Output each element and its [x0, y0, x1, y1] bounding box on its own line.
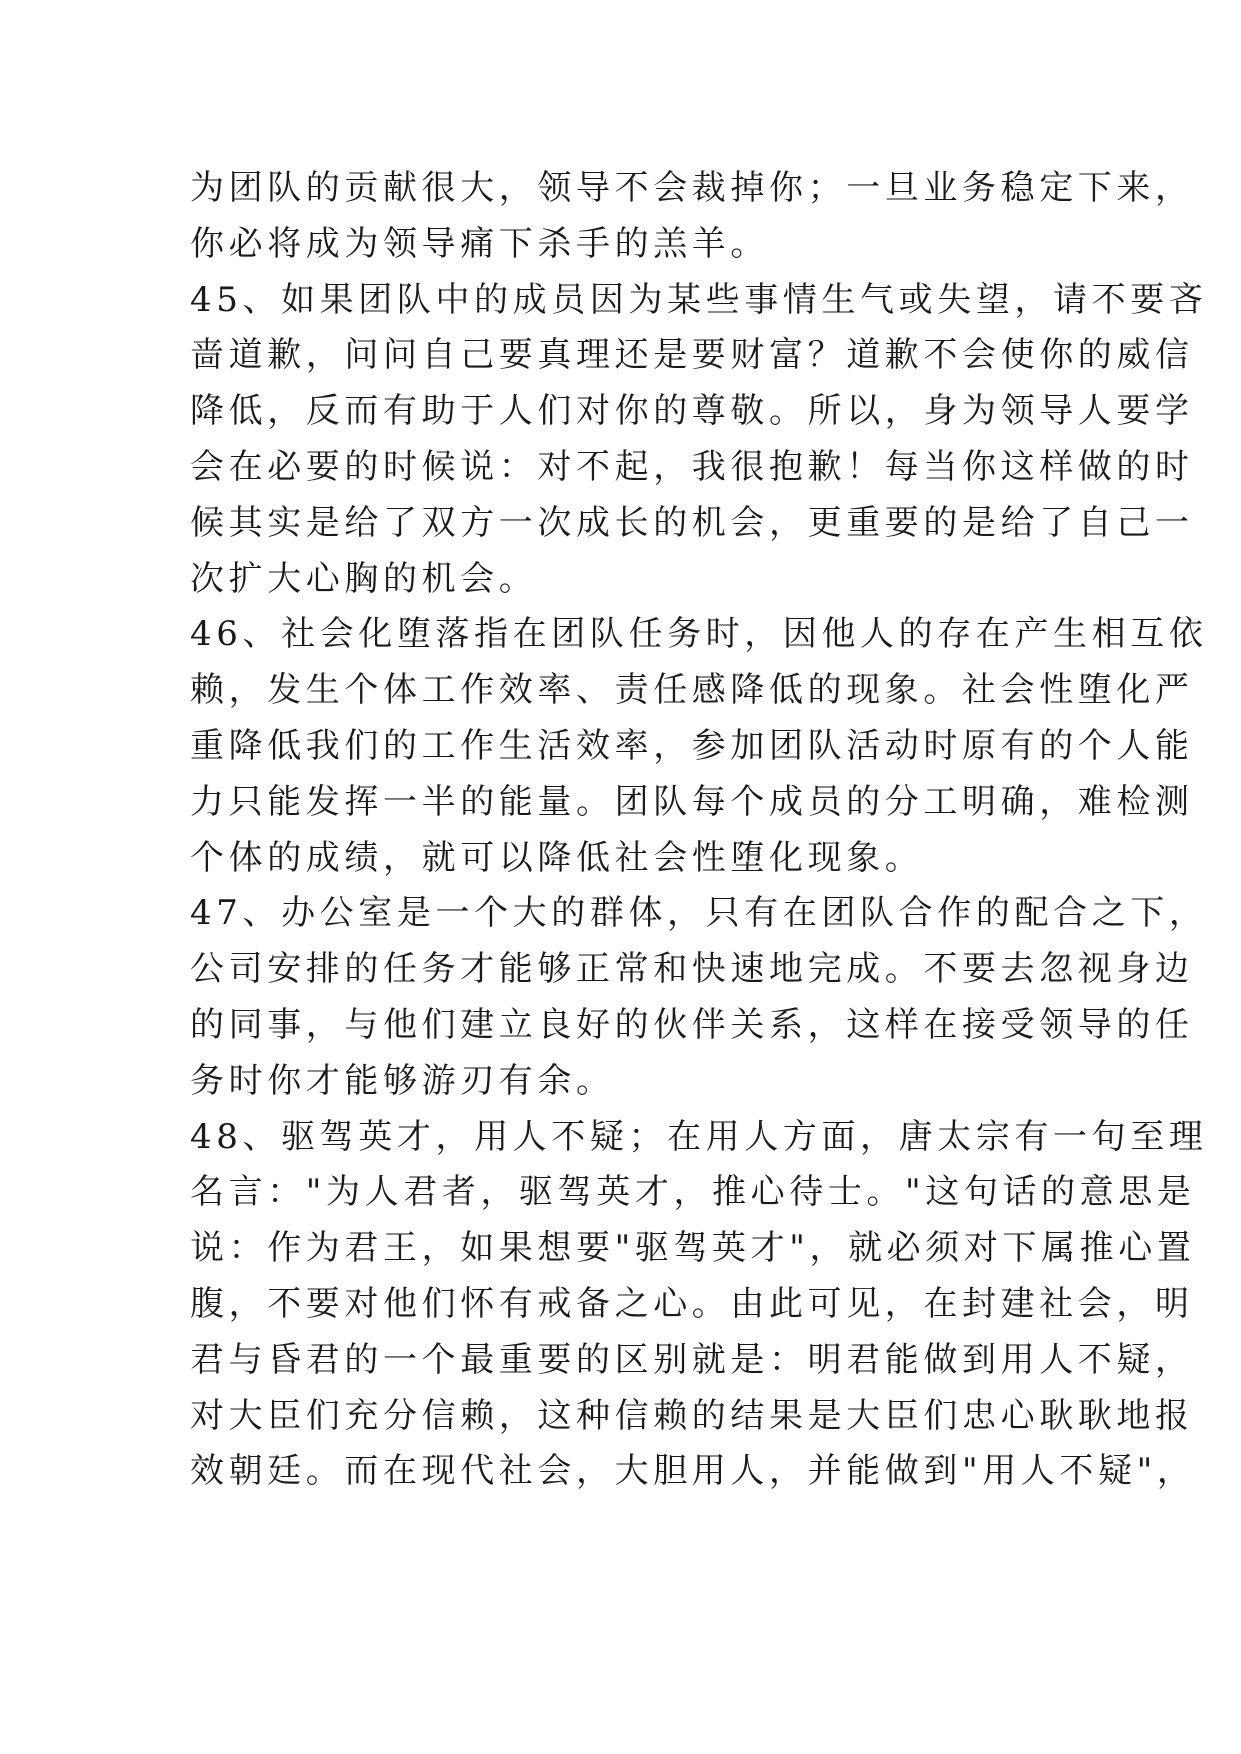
text-line-5: 降低，反而有助于人们对你的尊敬。所以，身为领导人要学: [190, 391, 1194, 432]
text-line-12: 力只能发挥一半的能量。团队每个成员的分工明确，难检测: [190, 781, 1194, 822]
text-line-18: 48、驱驾英才，用人不疑；在用人方面，唐太宗有一句至理: [190, 1116, 1208, 1157]
text-line-22: 君与昏君的一个最重要的区别就是：明君能做到用人不疑，: [190, 1339, 1194, 1380]
text-line-16: 的同事，与他们建立良好的伙伴关系，这样在接受领导的任: [190, 1004, 1194, 1045]
text-line-23: 对大臣们充分信赖，这种信赖的结果是大臣们忠心耿耿地报: [190, 1395, 1194, 1436]
text-line-11: 重降低我们的工作生活效率，参加团队活动时原有的个人能: [190, 725, 1194, 766]
text-line-9: 46、社会化堕落指在团队任务时，因他人的存在产生相互依: [190, 614, 1208, 655]
text-line-1: 为团队的贡献很大，领导不会裁掉你；一旦业务稳定下来，: [190, 168, 1194, 208]
text-line-8: 次扩大心胸的机会。: [190, 558, 538, 599]
text-line-17: 务时你才能够游刃有余。: [190, 1060, 615, 1101]
text-line-20: 说：作为君王，如果想要"驱驾英才"，就必须对下属推心置: [190, 1228, 1196, 1269]
text-line-13: 个体的成绩，就可以降低社会性堕化现象。: [190, 837, 924, 878]
text-line-21: 腹，不要对他们怀有戒备之心。由此可见，在封建社会，明: [190, 1283, 1194, 1324]
text-line-7: 候其实是给了双方一次成长的机会，更重要的是给了自己一: [190, 502, 1194, 543]
text-line-24: 效朝廷。而在现代社会，大胆用人，并能做到"用人不疑"，: [190, 1451, 1196, 1492]
text-line-3: 45、如果团队中的成员因为某些事情生气或失望，请不要吝: [190, 279, 1208, 320]
text-line-15: 公司安排的任务才能够正常和快速地完成。不要去忽视身边: [190, 949, 1194, 990]
text-line-6: 会在必要的时候说：对不起，我很抱歉！每当你这样做的时: [190, 446, 1194, 487]
text-line-4: 啬道歉，问问自己要真理还是要财富？道歉不会使你的威信: [190, 335, 1194, 376]
text-line-14: 47、办公室是一个大的群体，只有在团队合作的配合之下，: [190, 893, 1208, 934]
body-text: [190, 161, 1208, 1500]
text-line-2: 你必将成为领导痛下杀手的羔羊。: [190, 223, 769, 264]
text-line-19: 名言："为人君者，驱驾英才，推心待士。"这句话的意思是: [190, 1172, 1196, 1213]
text-line-10: 赖，发生个体工作效率、责任感降低的现象。社会性堕化严: [190, 670, 1194, 711]
